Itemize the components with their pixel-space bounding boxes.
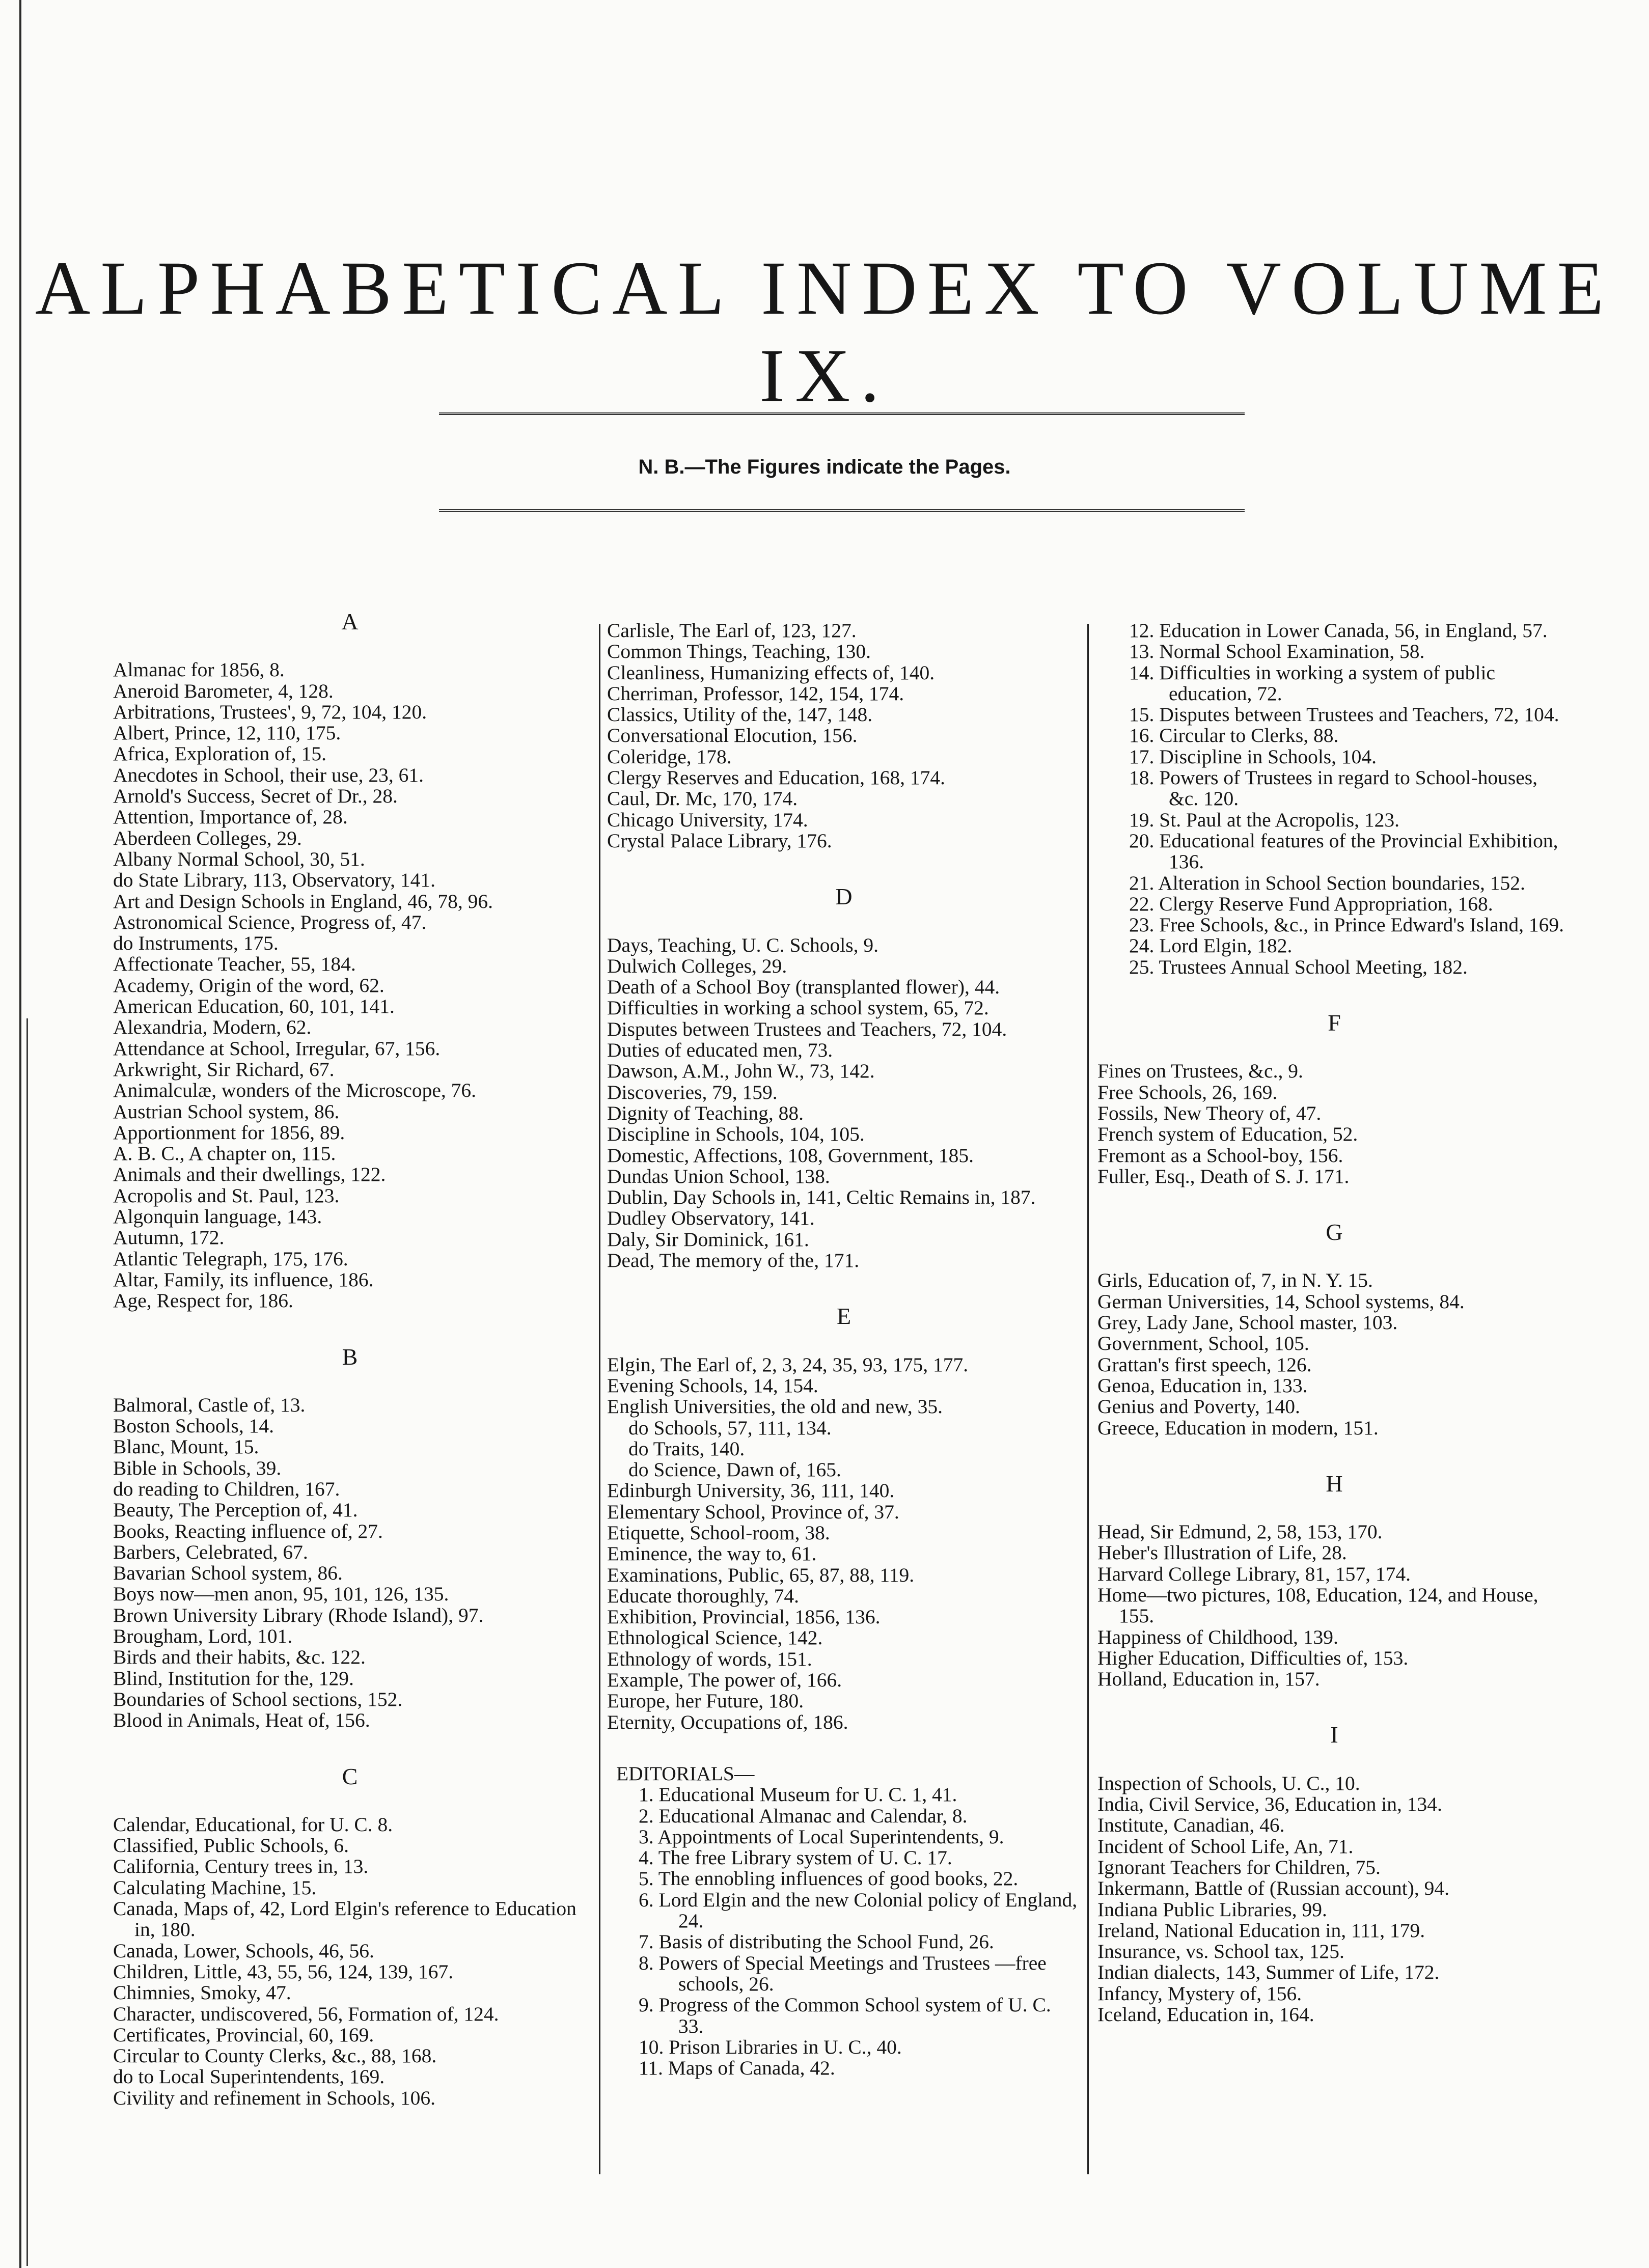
index-entry: Autumn, 172. xyxy=(113,1226,225,1249)
index-entry: Civility and refinement in Schools, 106. xyxy=(113,2086,436,2109)
section-heading-i: I xyxy=(1330,1722,1338,1748)
index-entry: Fremont as a School-boy, 156. xyxy=(1097,1144,1343,1167)
index-entry: California, Century trees in, 13. xyxy=(113,1855,369,1878)
index-entry: Dead, The memory of the, 171. xyxy=(607,1249,860,1272)
editorials-heading: EDITORIALS— xyxy=(616,1762,755,1785)
index-entry: Iceland, Education in, 164. xyxy=(1097,2003,1314,2026)
index-sub-entry: do Traits, 140. xyxy=(628,1437,745,1460)
index-entry: Ethnology of words, 151. xyxy=(607,1647,812,1670)
index-entry: Common Things, Teaching, 130. xyxy=(607,640,871,663)
index-entry: Holland, Education in, 157. xyxy=(1097,1668,1320,1691)
index-entry: Attention, Importance of, 28. xyxy=(113,806,348,828)
index-entry: Albert, Prince, 12, 110, 175. xyxy=(113,722,341,744)
index-entry: do State Library, 113, Observatory, 141. xyxy=(113,869,435,892)
index-entry: Discipline in Schools, 104, 105. xyxy=(607,1123,865,1146)
index-entry: Genius and Poverty, 140. xyxy=(1097,1395,1300,1418)
editorial-entry: 19. St. Paul at the Acropolis, 123. xyxy=(1129,808,1400,831)
index-entry: Greece, Education in modern, 151. xyxy=(1097,1416,1379,1439)
index-entry: do reading to Children, 167. xyxy=(113,1477,340,1500)
section-heading-b: B xyxy=(342,1343,358,1370)
editorial-entry: 12. Education in Lower Canada, 56, in England, 57. xyxy=(1129,619,1548,642)
index-entry: English Universities, the old and new, 35. xyxy=(607,1395,943,1418)
index-entry: Beauty, The Perception of, 41. xyxy=(113,1499,358,1522)
index-entry: Apportionment for 1856, 89. xyxy=(113,1121,345,1144)
index-entry: Almanac for 1856, 8. xyxy=(113,658,285,681)
editorial-entry: 24. Lord Elgin, 182. xyxy=(1129,934,1293,957)
index-entry: Age, Respect for, 186. xyxy=(113,1289,293,1312)
index-entry: Art and Design Schools in England, 46, 78, 96. xyxy=(113,890,493,912)
index-entry: Insurance, vs. School tax, 125. xyxy=(1097,1940,1344,1963)
index-entry: Altar, Family, its influence, 186. xyxy=(113,1268,374,1291)
index-entry: Home—two pictures, 108, Education, 124, and House, 155. xyxy=(1097,1583,1538,1627)
section-heading-c: C xyxy=(342,1763,358,1789)
index-entry: Boys now—men anon, 95, 101, 126, 135. xyxy=(113,1583,449,1606)
index-entry: Fuller, Esq., Death of S. J. 171. xyxy=(1097,1165,1350,1187)
index-entry: Character, undiscovered, 56, Formation of, 124. xyxy=(113,2002,499,2025)
index-entry: Animalculæ, wonders of the Microscope, 76. xyxy=(113,1079,477,1102)
index-entry: Dundas Union School, 138. xyxy=(607,1165,830,1187)
column-divider-right xyxy=(1087,624,1089,2174)
index-entry: Fossils, New Theory of, 47. xyxy=(1097,1101,1322,1124)
index-entry: Harvard College Library, 81, 157, 174. xyxy=(1097,1562,1411,1585)
index-entry: Fines on Trustees, &c., 9. xyxy=(1097,1060,1303,1083)
editorial-entry: 9. Progress of the Common School system of U. C. 33. xyxy=(639,1994,1051,2037)
index-entry: Brown University Library (Rhode Island), 97. xyxy=(113,1603,484,1626)
editorial-entry: 14. Difficulties in working a system of public education, 72. xyxy=(1129,661,1495,705)
index-entry: Attendance at School, Irregular, 67, 156. xyxy=(113,1037,441,1060)
index-entry: Etiquette, School-room, 38. xyxy=(607,1521,830,1544)
index-entry: Academy, Origin of the word, 62. xyxy=(113,974,384,997)
section-b-entries xyxy=(113,1395,587,1731)
section-heading-h: H xyxy=(1326,1470,1343,1497)
index-entry: Dudley Observatory, 141. xyxy=(607,1207,815,1230)
index-entry: Clergy Reserves and Education, 168, 174. xyxy=(607,766,946,789)
editorial-entry: 21. Alteration in School Section boundaries, 152. xyxy=(1129,871,1525,894)
index-entry: Disputes between Trustees and Teachers, 72, 104. xyxy=(607,1017,1007,1040)
index-entry: Cherriman, Professor, 142, 154, 174. xyxy=(607,682,904,705)
index-entry: Aneroid Barometer, 4, 128. xyxy=(113,679,334,702)
index-entry: Affectionate Teacher, 55, 184. xyxy=(113,953,356,976)
index-entry: Head, Sir Edmund, 2, 58, 153, 170. xyxy=(1097,1520,1383,1543)
index-entry: do to Local Superintendents, 169. xyxy=(113,2065,385,2088)
index-entry: Days, Teaching, U. C. Schools, 9. xyxy=(607,933,878,956)
index-entry: Duties of educated men, 73. xyxy=(607,1039,833,1062)
index-entry: French system of Education, 52. xyxy=(1097,1123,1358,1146)
page-title: ALPHABETICAL INDEX TO VOLUME IX. xyxy=(35,246,1614,418)
editorials-list xyxy=(607,1784,1081,2079)
index-entry: Conversational Elocution, 156. xyxy=(607,724,858,747)
binding-edge-lower xyxy=(26,1018,28,2266)
index-entry: Dignity of Teaching, 88. xyxy=(607,1101,804,1124)
index-entry: Happiness of Childhood, 139. xyxy=(1097,1625,1338,1648)
index-entry: Blood in Animals, Heat of, 156. xyxy=(113,1709,370,1732)
section-h-entries xyxy=(1097,1522,1571,1690)
index-entry: Chicago University, 174. xyxy=(607,808,808,831)
index-column-1 xyxy=(113,611,587,2109)
editorial-entry: 23. Free Schools, &c., in Prince Edward's Island, 169. xyxy=(1129,914,1564,936)
editorial-entry: 11. Maps of Canada, 42. xyxy=(639,2057,835,2080)
index-entry: American Education, 60, 101, 141. xyxy=(113,995,395,1018)
index-entry: Aberdeen Colleges, 29. xyxy=(113,826,302,849)
index-entry: Canada, Maps of, 42, Lord Elgin's reference to Education in, 180. xyxy=(113,1897,576,1941)
index-note: N. B.—The Figures indicate the Pages. xyxy=(638,456,1011,478)
index-entry: Example, The power of, 166. xyxy=(607,1669,842,1692)
index-entry: Indian dialects, 143, Summer of Life, 172. xyxy=(1097,1961,1440,1984)
section-heading-a: A xyxy=(341,609,359,634)
index-entry: Crystal Palace Library, 176. xyxy=(607,829,832,852)
index-entry: Anecdotes in School, their use, 23, 61. xyxy=(113,763,424,786)
index-entry: Coleridge, 178. xyxy=(607,745,732,768)
index-sub-entry: do Science, Dawn of, 165. xyxy=(628,1458,841,1481)
section-f-entries xyxy=(1097,1061,1571,1187)
section-heading-d: D xyxy=(835,883,853,910)
index-entry: Astronomical Science, Progress of, 47. xyxy=(113,910,427,933)
index-entry: Girls, Education of, 7, in N. Y. 15. xyxy=(1097,1269,1373,1292)
index-entry: Inkermann, Battle of (Russian account), 94. xyxy=(1097,1877,1450,1900)
index-entry: Children, Little, 43, 55, 56, 124, 139, 167. xyxy=(113,1960,454,1983)
section-d-entries xyxy=(607,935,1081,1271)
section-e-sub-entries xyxy=(607,1418,1081,1481)
index-entry: Carlisle, The Earl of, 123, 127. xyxy=(607,619,857,642)
index-entry: Discoveries, 79, 159. xyxy=(607,1081,778,1103)
index-entry: Circular to County Clerks, &c., 88, 168. xyxy=(113,2044,437,2067)
index-entry: Incident of School Life, An, 71. xyxy=(1097,1835,1354,1858)
index-entry: Caul, Dr. Mc, 170, 174. xyxy=(607,787,798,810)
index-entry: Boston Schools, 14. xyxy=(113,1415,274,1437)
section-heading-e: E xyxy=(836,1303,851,1330)
editorial-entry: 22. Clergy Reserve Fund Appropriation, 168. xyxy=(1129,892,1493,915)
index-entry: Grattan's first speech, 126. xyxy=(1097,1353,1312,1376)
index-entry: Austrian School system, 86. xyxy=(113,1100,340,1123)
editorial-entry: 15. Disputes between Trustees and Teachers, 72, 104. xyxy=(1129,703,1559,726)
index-entry: Bible in Schools, 39. xyxy=(113,1456,282,1479)
index-entry: Brougham, Lord, 101. xyxy=(113,1625,293,1648)
index-entry: Ireland, National Education in, 111, 179. xyxy=(1097,1919,1425,1942)
index-entry: Acropolis and St. Paul, 123. xyxy=(113,1184,340,1207)
index-column-3 xyxy=(1097,620,1571,2025)
index-entry: Daly, Sir Dominick, 161. xyxy=(607,1228,809,1251)
section-i-entries xyxy=(1097,1773,1571,2026)
index-entry: Animals and their dwellings, 122. xyxy=(113,1163,386,1186)
index-entry: Elgin, The Earl of, 2, 3, 24, 35, 93, 175, 177. xyxy=(607,1353,969,1376)
index-entry: German Universities, 14, School systems, 84. xyxy=(1097,1290,1465,1313)
editorial-entry: 3. Appointments of Local Superintendents, 9. xyxy=(639,1825,1004,1848)
section-c-continued-entries xyxy=(607,620,1081,851)
section-a-entries xyxy=(113,659,587,1311)
index-entry: Eternity, Occupations of, 186. xyxy=(607,1710,848,1733)
index-entry: Grey, Lady Jane, School master, 103. xyxy=(1097,1311,1398,1334)
index-entry: Africa, Exploration of, 15. xyxy=(113,742,327,765)
section-e-entries xyxy=(607,1354,1081,1418)
section-heading-g: G xyxy=(1326,1219,1343,1246)
index-entry: Certificates, Provincial, 60, 169. xyxy=(113,2023,374,2046)
index-entry: Europe, her Future, 180. xyxy=(607,1690,804,1712)
index-entry: Calculating Machine, 15. xyxy=(113,1876,317,1899)
section-heading-f: F xyxy=(1328,1010,1341,1036)
index-entry: Arnold's Success, Secret of Dr., 28. xyxy=(113,785,398,808)
upper-rule xyxy=(439,412,1245,415)
index-entry: Death of a School Boy (transplanted flower), 44. xyxy=(607,976,1000,999)
index-entry: Calendar, Educational, for U. C. 8. xyxy=(113,1813,393,1836)
editorial-entry: 6. Lord Elgin and the new Colonial policy of England, 24. xyxy=(639,1888,1078,1932)
editorial-entry: 10. Prison Libraries in U. C., 40. xyxy=(639,2035,902,2058)
index-entry: Indiana Public Libraries, 99. xyxy=(1097,1898,1327,1921)
section-e-entries-2 xyxy=(607,1480,1081,1733)
editorial-entry: 25. Trustees Annual School Meeting, 182. xyxy=(1129,955,1468,978)
index-entry: Ethnological Science, 142. xyxy=(607,1626,823,1649)
index-entry: Cleanliness, Humanizing effects of, 140. xyxy=(607,661,935,684)
index-entry: Atlantic Telegraph, 175, 176. xyxy=(113,1247,348,1270)
index-entry: Genoa, Education in, 133. xyxy=(1097,1374,1308,1397)
index-entry: Edinburgh University, 36, 111, 140. xyxy=(607,1479,895,1502)
index-entry: Exhibition, Provincial, 1856, 136. xyxy=(607,1606,881,1628)
index-entry: Infancy, Mystery of, 156. xyxy=(1097,1982,1302,2005)
index-entry: Alexandria, Modern, 62. xyxy=(113,1016,312,1039)
index-entry: Higher Education, Difficulties of, 153. xyxy=(1097,1646,1409,1669)
index-entry: Blind, Institution for the, 129. xyxy=(113,1667,354,1690)
index-entry: Balmoral, Castle of, 13. xyxy=(113,1393,306,1416)
index-entry: Albany Normal School, 30, 51. xyxy=(113,847,365,870)
index-entry: Arkwright, Sir Richard, 67. xyxy=(113,1058,335,1081)
index-entry: Arbitrations, Trustees', 9, 72, 104, 120. xyxy=(113,700,427,723)
index-column-2 xyxy=(607,620,1081,2079)
index-entry: Elementary School, Province of, 37. xyxy=(607,1500,899,1523)
index-entry: Boundaries of School sections, 152. xyxy=(113,1688,403,1710)
editorial-entry: 13. Normal School Examination, 58. xyxy=(1129,640,1425,663)
lower-rule xyxy=(439,509,1245,512)
index-entry: Birds and their habits, &c. 122. xyxy=(113,1646,366,1669)
index-entry: Educate thoroughly, 74. xyxy=(607,1584,799,1607)
index-entry: Inspection of Schools, U. C., 10. xyxy=(1097,1772,1360,1794)
index-entry: Difficulties in working a school system, 65, 72. xyxy=(607,997,989,1019)
editorial-entry: 17. Discipline in Schools, 104. xyxy=(1129,745,1377,768)
editorial-entry: 16. Circular to Clerks, 88. xyxy=(1129,724,1339,747)
editorial-entry: 4. The free Library system of U. C. 17. xyxy=(639,1846,952,1869)
index-entry: Bavarian School system, 86. xyxy=(113,1562,343,1585)
editorial-entry: 2. Educational Almanac and Calendar, 8. xyxy=(639,1804,968,1827)
editorial-entry: 8. Powers of Special Meetings and Trustees —free schools, 26. xyxy=(639,1951,1047,1995)
editorial-entry: 5. The ennobling influences of good books, 22. xyxy=(639,1867,1019,1890)
editorial-entry: 20. Educational features of the Provincial Exhibition, 136. xyxy=(1129,829,1558,873)
index-entry: Blanc, Mount, 15. xyxy=(113,1435,259,1458)
index-entry: Dawson, A.M., John W., 73, 142. xyxy=(607,1060,875,1083)
editorial-entry: 1. Educational Museum for U. C. 1, 41. xyxy=(639,1783,957,1806)
section-g-entries xyxy=(1097,1270,1571,1438)
index-entry: do Instruments, 175. xyxy=(113,932,279,955)
index-entry: A. B. C., A chapter on, 115. xyxy=(113,1142,336,1165)
column-divider-left xyxy=(599,624,600,2174)
index-entry: Books, Reacting influence of, 27. xyxy=(113,1519,383,1542)
index-sub-entry: do Schools, 57, 111, 134. xyxy=(628,1416,832,1439)
index-entry: Evening Schools, 14, 154. xyxy=(607,1374,818,1397)
index-entry: Eminence, the way to, 61. xyxy=(607,1542,817,1565)
index-entry: Classified, Public Schools, 6. xyxy=(113,1834,349,1857)
index-entry: Algonquin language, 143. xyxy=(113,1205,322,1228)
index-entry: Ignorant Teachers for Children, 75. xyxy=(1097,1856,1381,1878)
index-entry: Domestic, Affections, 108, Government, 185. xyxy=(607,1144,974,1167)
editorial-entry: 18. Powers of Trustees in regard to School-houses, &c. 120. xyxy=(1129,766,1538,810)
index-entry: Heber's Illustration of Life, 28. xyxy=(1097,1541,1347,1564)
index-entry: Free Schools, 26, 169. xyxy=(1097,1081,1278,1103)
index-entry: India, Civil Service, 36, Education in, 134. xyxy=(1097,1793,1442,1816)
index-entry: Classics, Utility of the, 147, 148. xyxy=(607,703,873,726)
index-entry: Dulwich Colleges, 29. xyxy=(607,954,787,977)
index-entry: Examinations, Public, 65, 87, 88, 119. xyxy=(607,1563,915,1586)
index-entry: Chimnies, Smoky, 47. xyxy=(113,1981,291,2004)
editorial-entry: 7. Basis of distributing the School Fund, 26. xyxy=(639,1930,994,1953)
index-entry: Barbers, Celebrated, 67. xyxy=(113,1540,308,1563)
section-c-entries xyxy=(113,1814,587,2109)
index-entry: Dublin, Day Schools in, 141, Celtic Remains in, 187. xyxy=(607,1186,1036,1209)
editorials-continued-list xyxy=(1097,620,1571,978)
index-entry: Government, School, 105. xyxy=(1097,1332,1309,1355)
index-entry: Canada, Lower, Schools, 46, 56. xyxy=(113,1939,374,1962)
index-entry: Institute, Canadian, 46. xyxy=(1097,1814,1285,1837)
